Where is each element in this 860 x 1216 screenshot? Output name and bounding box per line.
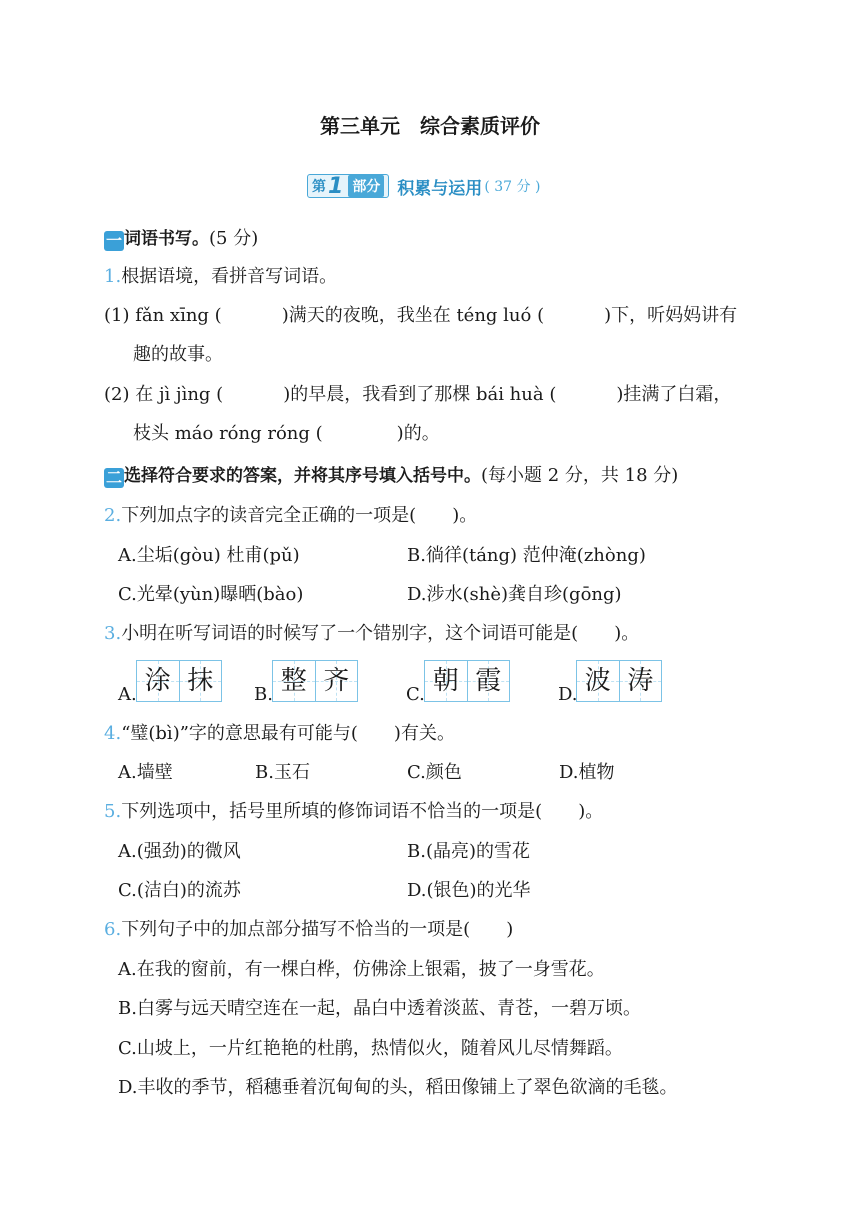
section-2-score: (每小题 2 分，共 18 分) (481, 465, 679, 486)
section-2-heading (104, 464, 678, 488)
q1-s2-text: (2) 在 jì jìng ( (104, 384, 224, 405)
q1-s1-text: (1) fǎn xīng ( (104, 305, 222, 326)
grid-character: 波 (584, 666, 611, 696)
q4-option-c[interactable]: C.颜色 (407, 762, 462, 783)
grid-cell (467, 661, 510, 701)
q1-s1-text: )满天的夜晚，我坐在 téng luó ( (281, 305, 545, 326)
q1-sentence-1-cont: 趣的故事。 (133, 344, 223, 365)
grid-cell (425, 661, 467, 701)
q6-option-d[interactable]: D.丰收的季节，稻穗垂着沉甸甸的头，稻田像铺上了翠色欲滴的毛毯。 (118, 1077, 678, 1098)
character-grid (424, 660, 510, 702)
question-text: 小明在听写词语的时候写了一个错别字，这个词语可能是( )。 (121, 623, 640, 644)
q5-option-c[interactable]: C.(洁白)的流苏 (118, 880, 241, 901)
part-badge-suffix: 部分 (348, 175, 384, 197)
q1-sentence-1 (104, 304, 737, 328)
grid-character: 涂 (144, 666, 171, 696)
q2-option-c[interactable]: C.光晕(yùn)曝晒(bào) (118, 584, 304, 605)
question-4 (104, 722, 455, 746)
q1-s2-text: )的早晨，我看到了那棵 bái huà ( (283, 384, 557, 405)
q4-option-d[interactable]: D.植物 (559, 762, 615, 783)
question-6 (104, 918, 513, 942)
q2-option-b[interactable]: B.徜徉(táng) 范仲淹(zhòng) (407, 545, 646, 566)
character-grid (272, 660, 358, 702)
section-1-title: 词语书写。 (124, 229, 209, 249)
grid-cell (577, 661, 619, 701)
grid-character: 整 (280, 666, 307, 696)
q1-s1-text: )下，听妈妈讲有 (604, 305, 738, 326)
grid-cell (619, 661, 662, 701)
part-badge-prefix: 第 (312, 179, 326, 195)
q6-option-a[interactable]: A.在我的窗前，有一棵白桦，仿佛涂上银霜，披了一身雪花。 (118, 959, 605, 980)
question-text: “璧(bì)”字的意思最有可能与( )有关。 (121, 723, 455, 744)
question-2 (104, 504, 477, 528)
q5-option-a[interactable]: A.(强劲)的微风 (118, 841, 241, 862)
q1-sentence-2-cont (133, 422, 440, 446)
question-text: 下列选项中，括号里所填的修饰词语不恰当的一项是( )。 (121, 801, 604, 822)
part-badge-number: 1 (328, 173, 344, 199)
question-number: 3. (104, 623, 122, 644)
part-score: ( 37 分 ) (484, 179, 541, 195)
question-text: 下列加点字的读音完全正确的一项是( )。 (121, 505, 478, 526)
part-title: 积累与运用 (397, 178, 483, 199)
q2-option-a[interactable]: A.尘垢(gòu) 杜甫(pǔ) (118, 545, 300, 566)
option-letter: D. (558, 684, 578, 705)
grid-character: 抹 (187, 666, 214, 696)
section-2-title: 选择符合要求的答案，并将其序号填入括号中。 (124, 466, 481, 486)
q5-option-b[interactable]: B.(晶亮)的雪花 (407, 841, 530, 862)
q1-sentence-2 (104, 383, 731, 407)
question-text: 根据语境，看拼音写词语。 (121, 266, 338, 287)
grid-character: 霞 (475, 666, 502, 696)
section-number-icon: 一 (105, 231, 122, 250)
question-number: 1. (104, 266, 122, 287)
question-number: 4. (104, 723, 122, 744)
question-number: 6. (104, 919, 122, 940)
q5-option-d[interactable]: D.(银色)的光华 (407, 880, 531, 901)
part-header (307, 173, 540, 199)
section-number-icon: 二 (105, 468, 122, 487)
character-grid (576, 660, 662, 702)
question-1 (104, 265, 337, 289)
question-text: 下列句子中的加点部分描写不恰当的一项是( ) (121, 919, 514, 940)
grid-cell (273, 661, 315, 701)
q1-s2-text: )的。 (396, 423, 440, 444)
section-1-score: (5 分) (209, 228, 259, 249)
option-letter: C. (406, 684, 425, 705)
character-grid (136, 660, 222, 702)
question-5 (104, 800, 603, 824)
page-title: 第三单元 综合素质评价 (320, 114, 540, 138)
q2-option-d[interactable]: D.涉水(shè)龚自珍(gōng) (407, 584, 622, 605)
part-badge (307, 174, 389, 198)
question-number: 2. (104, 505, 122, 526)
q4-option-b[interactable]: B.玉石 (255, 762, 310, 783)
option-letter: B. (254, 684, 273, 705)
grid-character: 涛 (627, 666, 654, 696)
q6-option-b[interactable]: B.白雾与远天晴空连在一起，晶白中透着淡蓝、青苍，一碧万顷。 (118, 998, 641, 1019)
grid-cell (179, 661, 222, 701)
option-letter: A. (118, 684, 137, 705)
question-number: 5. (104, 801, 122, 822)
q1-s2-text: 枝头 máo róng róng ( (133, 423, 323, 444)
q6-option-c[interactable]: C.山坡上，一片红艳艳的杜鹃，热情似火，随着风儿尽情舞蹈。 (118, 1038, 623, 1059)
grid-character: 齐 (323, 666, 350, 696)
question-3 (104, 622, 639, 646)
grid-cell (137, 661, 179, 701)
grid-character: 朝 (432, 666, 459, 696)
q1-s2-text: )挂满了白霜， (616, 384, 732, 405)
q4-option-a[interactable]: A.墙壁 (118, 762, 173, 783)
grid-cell (315, 661, 358, 701)
section-1-heading (104, 227, 258, 251)
